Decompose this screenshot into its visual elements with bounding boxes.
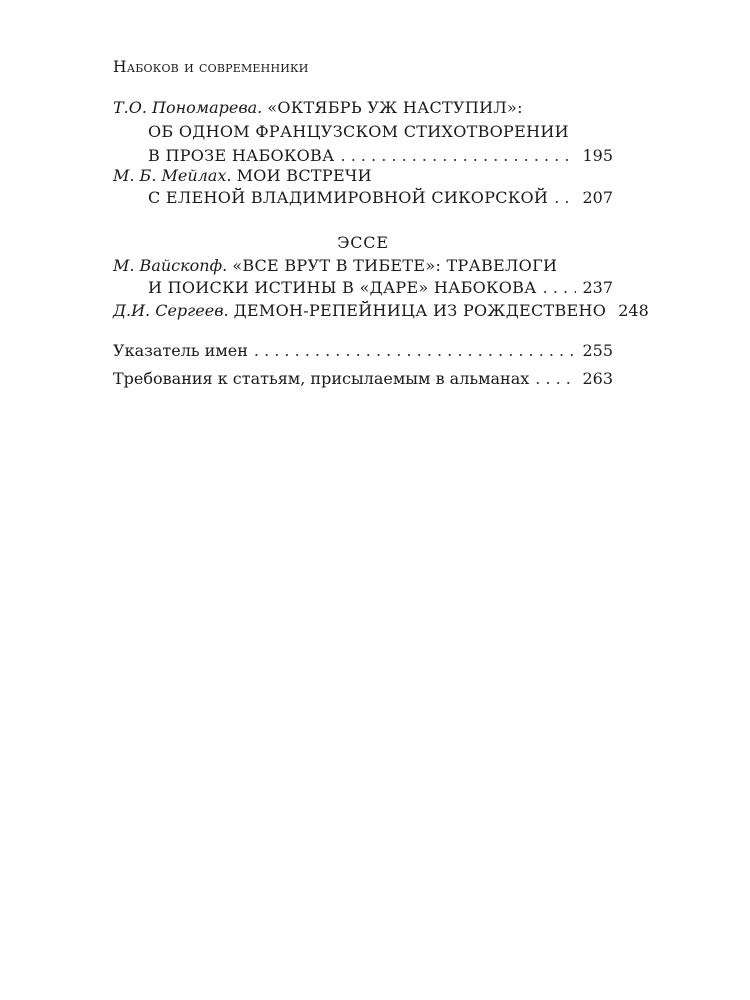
- entry-author: М. Вайскопф.: [113, 256, 233, 275]
- dot-leader: [554, 186, 576, 210]
- entry-title-line: «ВСЕ ВРУТ В ТИБЕТЕ»: ТРАВЕЛОГИ: [232, 256, 558, 275]
- dot-leader: [254, 339, 577, 363]
- entry-title-line: ОБ ОДНОМ ФРАНЦУЗСКОМ СТИХОТВОРЕНИИ: [148, 122, 569, 141]
- toc-entry-requirements[interactable]: [113, 367, 613, 391]
- toc-entry-line: [148, 276, 613, 300]
- entry-label: Требования к статьям, присылаемым в альманах: [113, 369, 530, 388]
- page-number: 255: [582, 341, 613, 360]
- section-title: ЭССЕ: [337, 233, 389, 252]
- page-number: 195: [582, 146, 613, 165]
- entry-author: Д.И. Сергеев.: [113, 301, 229, 320]
- entry-author: Т.О. Пономарева.: [113, 98, 268, 117]
- toc-entry-line: [148, 186, 613, 210]
- entry-title-line: ДЕМОН-РЕПЕЙНИЦА ИЗ РОЖДЕСТВЕНО: [233, 301, 607, 320]
- toc-entry-meilakh[interactable]: [113, 164, 613, 188]
- toc-entry-ponomareva[interactable]: [113, 96, 613, 120]
- entry-author: М. Б. Мейлах.: [113, 166, 237, 185]
- entry-title-line: С ЕЛЕНОЙ ВЛАДИМИРОВНОЙ СИКОРСКОЙ: [148, 188, 549, 207]
- page-number: 207: [582, 188, 613, 207]
- entry-title-line: МОИ ВСТРЕЧИ: [236, 166, 372, 185]
- running-head: Набоков и современники: [113, 58, 309, 76]
- entry-label: Указатель имен: [113, 341, 248, 360]
- entry-title-line: В ПРОЗЕ НАБОКОВА: [148, 146, 335, 165]
- dot-leader: [543, 276, 577, 300]
- toc-entry-index[interactable]: [113, 339, 613, 363]
- entry-title-line: «ОКТЯБРЬ УЖ НАСТУПИЛ»:: [267, 98, 523, 117]
- toc-entry-line: [148, 120, 613, 144]
- toc-entry-sergeev[interactable]: [113, 299, 649, 323]
- entry-title-line: И ПОИСКИ ИСТИНЫ В «ДАРЕ» НАБОКОВА: [148, 278, 537, 297]
- page-number: 237: [582, 278, 613, 297]
- toc-entry-vaiskopf[interactable]: [113, 254, 613, 278]
- dot-leader: [535, 367, 576, 391]
- page-number: 263: [582, 369, 613, 388]
- page-number: 248: [618, 301, 649, 320]
